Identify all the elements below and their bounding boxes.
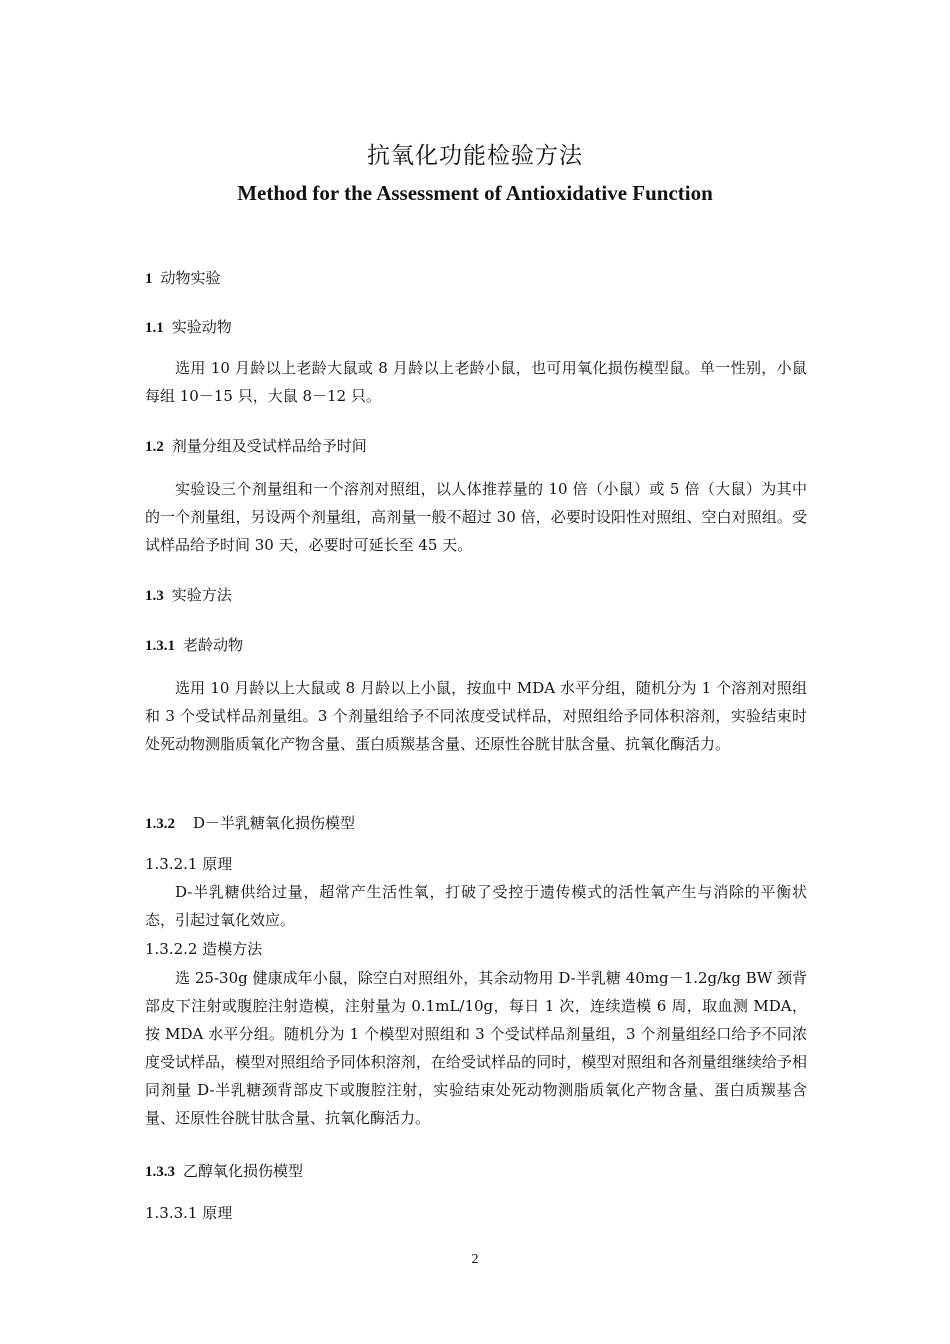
section-number: 1.3 — [145, 588, 164, 604]
section-number: 1.3.2 — [145, 816, 175, 832]
section-number: 1.2 — [145, 439, 164, 455]
section-title: 老龄动物 — [183, 636, 244, 654]
section-number: 1.3.1 — [145, 638, 175, 654]
section-heading-1-1 — [145, 315, 232, 340]
section-body-1-3-1: 选用 10 月龄以上大鼠或 8 月龄以上小鼠，按血中 MDA 水平分组，随机分为 1 个溶剂对照组和 3 个受试样品剂量组。3 个剂量组给予不同浓度受试样品，对照组给予同体积溶剂，实验结束时处死动物测脂质氧化产物含量、蛋白质羰基含量、还原性谷胱甘肽含量、抗氧化酶活力。 — [145, 679, 807, 753]
subsection-label-1-3-2-2: 1.3.2.2 造模方法 — [145, 940, 263, 958]
section-number: 1 — [145, 271, 153, 287]
section-title: 实验动物 — [171, 318, 232, 336]
page-number: 2 — [471, 1252, 479, 1267]
section-body-1-2: 实验设三个剂量组和一个溶剂对照组，以人体推荐量的 10 倍（小鼠）或 5 倍（大鼠）为其中的一个剂量组，另设两个剂量组，高剂量一般不超过 30 倍，必要时设阳性对照组、空白对照组。受试样品给予时间 30 天，必要时可延长至 45 天。 — [145, 480, 807, 554]
section-number: 1.1 — [145, 320, 164, 336]
subsection-body-1-3-2-2: 选 25-30g 健康成年小鼠，除空白对照组外，其余动物用 D-半乳糖 40mg－1.2g/kg BW 颈背部皮下注射或腹腔注射造模，注射量为 0.1mL/10g，每日 1 次，连续造模 6 周，取血测 MDA，按 MDA 水平分组。随机分为 1 个模型对照组和 3 个受试样品剂量组，3 个剂量组经口给予不同浓度受试样品，模型对照组给予同体积溶剂，在给受试样品的同时，模型对照组和各剂量组继续给予相同剂量 D-半乳糖颈背部皮下或腹腔注射，实验结束处死动物测脂质氧化产物含量、蛋白质羰基含量、还原性谷胱甘肽含量、抗氧化酶活力。 — [145, 969, 807, 1127]
section-heading-1-3-2 — [145, 811, 355, 836]
section-heading-1-3-3 — [145, 1159, 303, 1184]
section-title: 剂量分组及受试样品给予时间 — [171, 437, 367, 455]
section-title: 实验方法 — [171, 586, 232, 604]
subsection-label-1-3-3-1: 1.3.3.1 原理 — [145, 1204, 233, 1222]
document-title-english: Method for the Assessment of Antioxidative Function — [237, 181, 713, 205]
document-title-chinese: 抗氧化功能检验方法 — [367, 143, 583, 169]
section-heading-1-3 — [145, 583, 232, 608]
section-heading-1-3-1 — [145, 633, 243, 658]
subsection-body-1-3-2-1: D-半乳糖供给过量，超常产生活性氧，打破了受控于遗传模式的活性氧产生与消除的平衡状态，引起过氧化效应。 — [145, 883, 807, 929]
section-title: 乙醇氧化损伤模型 — [183, 1162, 304, 1180]
section-heading-1-2 — [145, 434, 367, 459]
subsection-label-1-3-2-1: 1.3.2.1 原理 — [145, 855, 233, 873]
section-number: 1.3.3 — [145, 1164, 175, 1180]
section-title: 动物实验 — [160, 269, 221, 287]
section-body-1-1: 选用 10 月龄以上老龄大鼠或 8 月龄以上老龄小鼠，也可用氧化损伤模型鼠。单一性别，小鼠每组 10－15 只，大鼠 8－12 只。 — [145, 359, 807, 405]
section-heading-1 — [145, 266, 221, 291]
section-title: D－半乳糖氧化损伤模型 — [193, 814, 356, 832]
